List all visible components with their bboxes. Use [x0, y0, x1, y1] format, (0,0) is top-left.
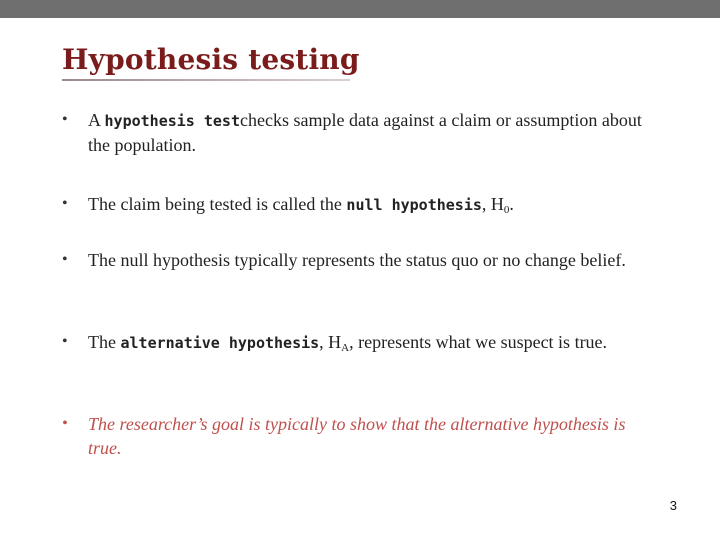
- bullet-text-suffix: , H: [481, 194, 504, 214]
- bullet-term-null-hypothesis: null hypothesis: [346, 196, 482, 214]
- bullet-item-2: [62, 192, 662, 222]
- bullet-item-4: [62, 330, 662, 360]
- bullet-term-alternative-hypothesis: alternative hypothesis: [120, 334, 320, 352]
- bullet-text: [88, 330, 662, 360]
- page-number: 3: [669, 498, 677, 513]
- bullet-text-prefix: A: [88, 110, 105, 130]
- bullet-text-emphasis: The researcher’s goal is typically to show that the alternative hypothesis is true.: [88, 414, 626, 458]
- bullet-text-prefix: The: [88, 332, 121, 352]
- bullet-text: [88, 108, 662, 157]
- bullet-marker: •: [62, 333, 68, 350]
- subscript-a: A: [341, 342, 350, 354]
- bullet-text-tail: .: [509, 194, 514, 214]
- bullet-item-5: [62, 412, 662, 460]
- bullet-text: [88, 192, 662, 222]
- bullet-marker: •: [62, 251, 68, 268]
- bullet-item-3: [62, 248, 662, 272]
- bullet-term-hypothesis-test: hypothesis test: [104, 112, 240, 130]
- bullet-marker: •: [62, 195, 68, 212]
- slide-title: Hypothesis testing: [62, 43, 360, 76]
- bullet-text-tail: , represents what we suspect is true.: [349, 332, 608, 352]
- bullet-text-suffix: checks sample data against a claim or assumption about the population.: [88, 110, 642, 155]
- bullet-marker: •: [62, 111, 68, 128]
- bullet-text-suffix: , H: [319, 332, 342, 352]
- bullet-marker: •: [62, 415, 68, 432]
- bullet-item-1: [62, 108, 662, 157]
- bullet-text: The null hypothesis typically represents the status quo or no change belief.: [88, 250, 626, 270]
- bullet-text-prefix: The claim being tested is called the: [88, 194, 347, 214]
- subscript-zero: 0: [503, 204, 510, 216]
